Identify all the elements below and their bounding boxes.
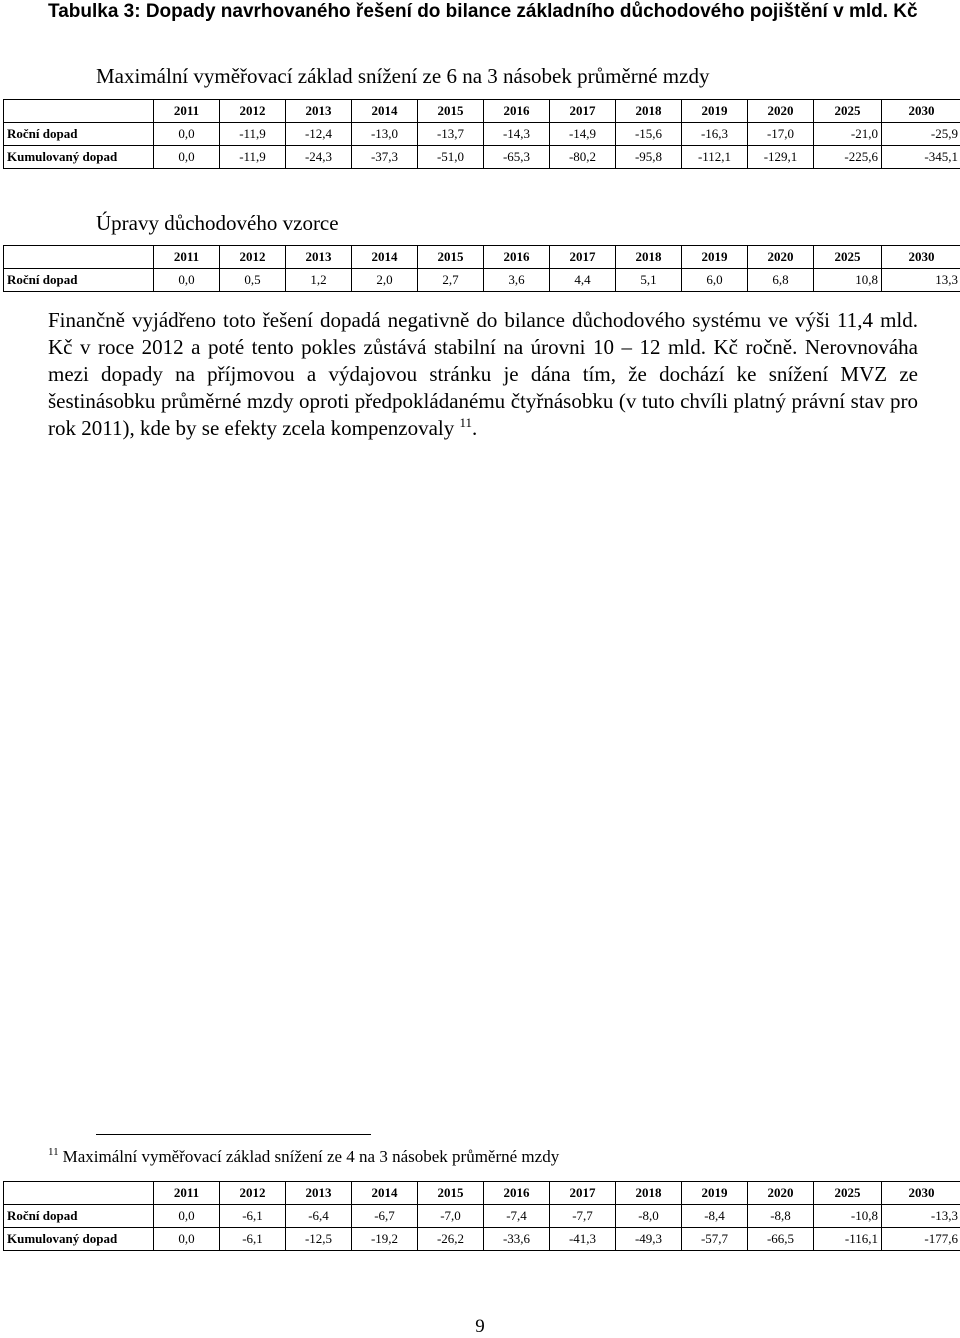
value-cell: -25,9 [882, 123, 960, 146]
year-header: 2030 [882, 100, 960, 123]
value-cell: -6,1 [220, 1228, 286, 1251]
header-row [4, 100, 960, 123]
value-cell: 0,5 [220, 269, 286, 292]
value-cell: -13,3 [882, 1205, 960, 1228]
header-row [4, 1182, 960, 1205]
paragraph-text: Finančně vyjádřeno toto řešení dopadá negativně do bilance důchodového systému ve výši 11,4 mld. Kč v roce 2012 a poté tento pokles zůstává stabilní na úrovni 10 – 12 mld. Kč ročně. Nerovnováha mezi dopady na příjmovou a výdajovou stránku je dána tím, že dochází ke snížení MVZ ze šestinásobku průměrné mzdy oproti předpokládanému čtyřnásobku (v tuto chvíli platný právní stav pro rok 2011), kde by se efekty zcela kompenzovaly [48, 308, 918, 440]
year-header: 2013 [286, 1182, 352, 1205]
value-cell: -8,4 [682, 1205, 748, 1228]
footnote-title: Maximální vyměřovací základ snížení ze 4 na 3 násobek průměrné mzdy [63, 1147, 560, 1166]
year-header: 2013 [286, 246, 352, 269]
value-cell: -14,3 [484, 123, 550, 146]
value-cell: 0,0 [154, 123, 220, 146]
year-header: 2017 [550, 100, 616, 123]
year-header: 2015 [418, 246, 484, 269]
table-row [4, 269, 960, 292]
value-cell: -10,8 [814, 1205, 882, 1228]
value-cell: 0,0 [154, 1228, 220, 1251]
value-cell: -26,2 [418, 1228, 484, 1251]
value-cell: 0,0 [154, 146, 220, 169]
body-paragraph [48, 307, 918, 442]
table-row [4, 123, 960, 146]
year-header: 2013 [286, 100, 352, 123]
value-cell: 2,0 [352, 269, 418, 292]
page-number: 9 [0, 1316, 960, 1338]
year-header: 2020 [748, 246, 814, 269]
section-title-max-base: Maximální vyměřovací základ snížení ze 6 na 3 násobek průměrné mzdy [96, 64, 709, 88]
header-corner [4, 100, 154, 123]
year-header: 2014 [352, 100, 418, 123]
value-cell: -66,5 [748, 1228, 814, 1251]
value-cell: -57,7 [682, 1228, 748, 1251]
footnote [48, 1146, 559, 1168]
footnote-reference: 11 [460, 415, 473, 430]
value-cell: -345,1 [882, 146, 960, 169]
table-row [4, 1205, 960, 1228]
value-cell: -15,6 [616, 123, 682, 146]
table-row [4, 146, 960, 169]
row-label: Roční dopad [4, 123, 154, 146]
paragraph-end: . [472, 416, 477, 440]
year-header: 2012 [220, 100, 286, 123]
value-cell: -6,7 [352, 1205, 418, 1228]
value-cell: -49,3 [616, 1228, 682, 1251]
year-header: 2017 [550, 1182, 616, 1205]
header-row [4, 246, 960, 269]
value-cell: 6,0 [682, 269, 748, 292]
value-cell: -112,1 [682, 146, 748, 169]
value-cell: -13,7 [418, 123, 484, 146]
row-label: Roční dopad [4, 269, 154, 292]
footnote-number: 11 [48, 1146, 59, 1158]
year-header: 2020 [748, 100, 814, 123]
value-cell: -19,2 [352, 1228, 418, 1251]
year-header: 2016 [484, 100, 550, 123]
value-cell: -37,3 [352, 146, 418, 169]
value-cell: -11,9 [220, 123, 286, 146]
value-cell: 6,8 [748, 269, 814, 292]
year-header: 2019 [682, 100, 748, 123]
value-cell: 3,6 [484, 269, 550, 292]
value-cell: -80,2 [550, 146, 616, 169]
value-cell: 4,4 [550, 269, 616, 292]
year-header: 2017 [550, 246, 616, 269]
value-cell: -14,9 [550, 123, 616, 146]
value-cell: -16,3 [682, 123, 748, 146]
year-header: 2011 [154, 1182, 220, 1205]
year-header: 2025 [814, 246, 882, 269]
year-header: 2015 [418, 100, 484, 123]
year-header: 2011 [154, 100, 220, 123]
table-row [4, 1228, 960, 1251]
value-cell: 13,3 [882, 269, 960, 292]
value-cell: -8,8 [748, 1205, 814, 1228]
row-label: Roční dopad [4, 1205, 154, 1228]
value-cell: 2,7 [418, 269, 484, 292]
value-cell: -8,0 [616, 1205, 682, 1228]
value-cell: -21,0 [814, 123, 882, 146]
value-cell: -12,5 [286, 1228, 352, 1251]
year-header: 2019 [682, 1182, 748, 1205]
year-header: 2018 [616, 246, 682, 269]
year-header: 2025 [814, 100, 882, 123]
value-cell: -7,7 [550, 1205, 616, 1228]
value-cell: -65,3 [484, 146, 550, 169]
year-header: 2020 [748, 1182, 814, 1205]
year-header: 2030 [882, 1182, 960, 1205]
header-corner [4, 246, 154, 269]
table-caption: Tabulka 3: Dopady navrhovaného řešení do bilance základního důchodového pojištění v mld. Kč [48, 0, 928, 23]
value-cell: 0,0 [154, 1205, 220, 1228]
value-cell: -6,4 [286, 1205, 352, 1228]
value-cell: -129,1 [748, 146, 814, 169]
year-header: 2025 [814, 1182, 882, 1205]
impact-table-footnote [3, 1181, 960, 1251]
year-header: 2012 [220, 246, 286, 269]
year-header: 2016 [484, 1182, 550, 1205]
value-cell: -12,4 [286, 123, 352, 146]
year-header: 2012 [220, 1182, 286, 1205]
year-header: 2015 [418, 1182, 484, 1205]
value-cell: 10,8 [814, 269, 882, 292]
row-label: Kumulovaný dopad [4, 146, 154, 169]
year-header: 2014 [352, 1182, 418, 1205]
year-header: 2018 [616, 1182, 682, 1205]
value-cell: -41,3 [550, 1228, 616, 1251]
value-cell: -24,3 [286, 146, 352, 169]
value-cell: -116,1 [814, 1228, 882, 1251]
value-cell: -11,9 [220, 146, 286, 169]
row-label: Kumulovaný dopad [4, 1228, 154, 1251]
header-corner [4, 1182, 154, 1205]
value-cell: -6,1 [220, 1205, 286, 1228]
value-cell: -225,6 [814, 146, 882, 169]
value-cell: 0,0 [154, 269, 220, 292]
year-header: 2011 [154, 246, 220, 269]
value-cell: -51,0 [418, 146, 484, 169]
footnote-separator [96, 1134, 371, 1135]
value-cell: -177,6 [882, 1228, 960, 1251]
impact-table-max-base [3, 99, 960, 169]
value-cell: -7,0 [418, 1205, 484, 1228]
year-header: 2018 [616, 100, 682, 123]
value-cell: -33,6 [484, 1228, 550, 1251]
section-title-formula: Úpravy důchodového vzorce [96, 211, 339, 235]
year-header: 2014 [352, 246, 418, 269]
year-header: 2030 [882, 246, 960, 269]
impact-table-formula [3, 245, 960, 292]
year-header: 2016 [484, 246, 550, 269]
value-cell: 1,2 [286, 269, 352, 292]
value-cell: -95,8 [616, 146, 682, 169]
value-cell: 5,1 [616, 269, 682, 292]
value-cell: -7,4 [484, 1205, 550, 1228]
value-cell: -17,0 [748, 123, 814, 146]
year-header: 2019 [682, 246, 748, 269]
value-cell: -13,0 [352, 123, 418, 146]
